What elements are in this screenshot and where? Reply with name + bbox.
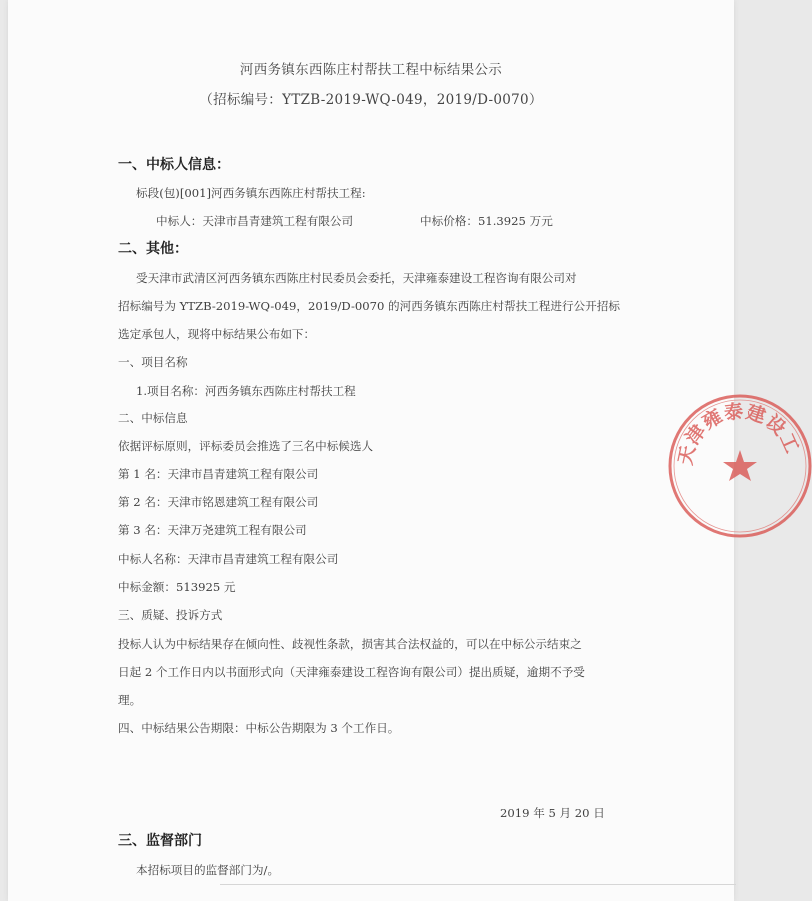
project-name-heading: 一、项目名称: [118, 355, 188, 369]
price-line: 中标价格：51.3925 万元: [420, 214, 553, 228]
section-heading-other: 二、其他：: [118, 241, 188, 257]
supervision-text: 本招标项目的监督部门为/。: [136, 863, 280, 877]
announcement-period: 四、中标结果公告期限：中标公告期限为 3 个工作日。: [118, 721, 400, 735]
document-date: 2019 年 5 月 20 日: [500, 806, 605, 820]
document-page: [8, 0, 804, 901]
section-heading-supervision: 三、监督部门: [118, 833, 202, 849]
lot-line: 标段(包)[001]河西务镇东西陈庄村帮扶工程:: [136, 186, 366, 200]
winner-name-line: 中标人名称：天津市昌青建筑工程有限公司: [118, 552, 339, 566]
candidate-3: 第 3 名：天津万尧建筑工程有限公司: [118, 523, 307, 537]
amount-line: 中标金额：513925 元: [118, 580, 236, 594]
section-heading-winner-info: 一、中标人信息：: [118, 157, 230, 173]
complaint-line-3: 理。: [118, 693, 142, 707]
candidates-intro: 依据评标原则，评标委员会推选了三名中标候选人: [118, 439, 374, 453]
bid-number-line: （招标编号：YTZB-2019-WQ-049，2019/D-0070）: [199, 92, 543, 108]
winner-line: 中标人：天津市昌青建筑工程有限公司: [156, 214, 354, 228]
candidate-2: 第 2 名：天津市铭恩建筑工程有限公司: [118, 495, 319, 509]
bid-info-heading: 二、中标信息: [118, 411, 188, 425]
intro-line-2: 招标编号为 YTZB-2019-WQ-049，2019/D-0070 的河西务镇东西陈庄村帮扶工程进行公开招标: [118, 299, 620, 313]
intro-line-1: 受天津市武清区河西务镇东西陈庄村民委员会委托，天津雍泰建设工程咨询有限公司对: [136, 271, 577, 285]
stamp-text: 天津雍泰建设工: [674, 400, 804, 467]
footer-divider: [220, 884, 736, 885]
company-seal-stamp: [662, 388, 812, 538]
candidate-1: 第 1 名：天津市昌青建筑工程有限公司: [118, 467, 319, 481]
complaint-heading: 三、质疑、投诉方式: [118, 608, 223, 622]
project-name-item: 1.项目名称：河西务镇东西陈庄村帮扶工程: [136, 384, 356, 398]
intro-line-3: 选定承包人，现将中标结果公布如下：: [118, 327, 316, 341]
document-title: 河西务镇东西陈庄村帮扶工程中标结果公示: [239, 62, 503, 78]
complaint-line-1: 投标人认为中标结果存在倾向性、歧视性条款，损害其合法权益的，可以在中标公示结束之: [118, 637, 582, 651]
complaint-line-2: 日起 2 个工作日内以书面形式向（天津雍泰建设工程咨询有限公司）提出质疑，逾期不予受: [118, 665, 585, 679]
